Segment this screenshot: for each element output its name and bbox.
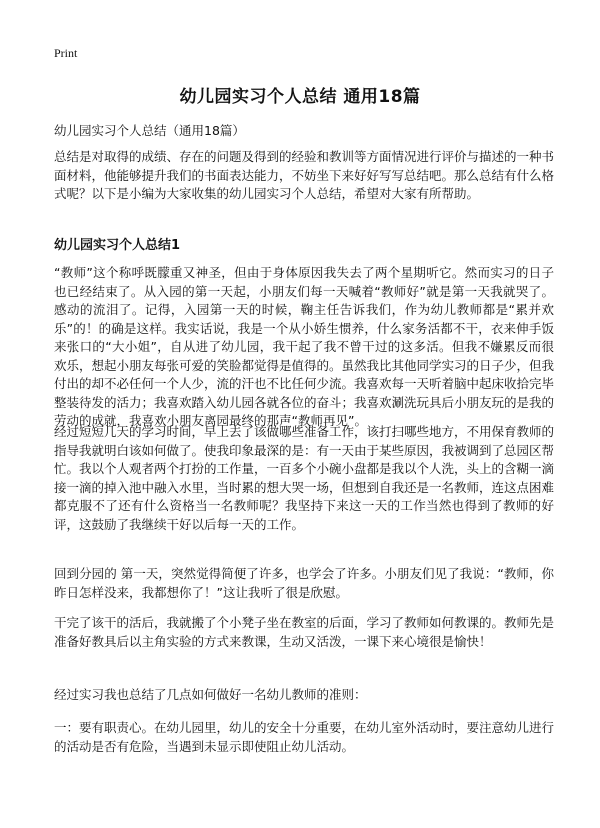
section-heading: 幼儿园实习个人总结1 xyxy=(54,238,181,253)
intro-paragraph: 总结是对取得的成绩、存在的问题及得到的经验和教训等方面情况进行评价与描述的一种书面材料，他能够提升我们的书面表达能力，不妨坐下来好好写写总结吧。那么总结有什么格式呢？以下是小编为大家收集的幼儿园实习个人总结，希望对大家有所帮助。 xyxy=(54,149,555,201)
page-title: 幼儿园实习个人总结 通用18篇 xyxy=(179,87,421,107)
print-link[interactable]: Print xyxy=(54,46,78,60)
body-paragraph: 干完了该干的活后，我就搬了个小凳子坐在教室的后面，学习了教师如何教课的。教师先是准备好教具后以主角实验的方式来教课，生动又活泼，一课下来心境很是愉快！ xyxy=(54,615,555,649)
body-paragraph: 一：要有职责心。在幼儿园里，幼儿的安全十分重要，在幼儿室外活动时，要注意幼儿进行的活动是否有危险，当遇到未显示即使阻止幼儿活动。 xyxy=(54,720,555,754)
body-paragraph: 回到分园的 第一天，突然觉得简便了许多，也学会了许多。小朋友们见了我说：“教师，你昨日怎样没来，我都想你了！”这让我听了很是欣慰。 xyxy=(54,566,554,600)
body-paragraph: 经过实习我也总结了几点如何做好一名幼儿教师的准则： xyxy=(54,687,367,702)
subtitle: 幼儿园实习个人总结（通用18篇） xyxy=(54,123,245,138)
body-paragraph: “教师”这个称呼既朦重又神圣，但由于身体原因我失去了两个星期听它。然而实习的日子也已经结束了。从入园的第一天起，小朋友们每一天喊着“教师好”就是第一天我就哭了。感动的流泪了。记得，入园第一天的时候，鞠主任告诉我们，作为幼儿教师都是“累并欢乐”的！的确是这样。我实话说，我是一个从小娇生惯养，什么家务活都不干，衣来伸手饭来张口的“大小姐”，自从进了幼儿园，我干起了我不曾干过的这多活。但我不嫌累反而很欢乐，想起小朋友每张可爱的笑脸都觉得是值得的。虽然我比其他同学实习的日子少，但我付出的却不必任何一个人少，流的汗也不比任何少流。我喜欢每一天听着脑中起床收拾完毕整装待发的活力；我喜欢踏入幼儿园各就各位的奋斗；我喜欢涮洗玩具后小朋友玩的是我的劳动的成就，我喜欢小朋友离园最终的那声“教师再见”。 xyxy=(54,265,555,428)
body-paragraph: 经过短短几天的学习时间，早上去了该做哪些准备工作，该打扫哪些地方，不用保育教师的指导我就明白该如何做了。使我印象最深的是：有一天由于某些原因，我被调到了总园区帮忙。我以个人观者两个打扮的工作量，一百多个小碗小盘都是我以个人洗，头上的含糊一滴接一滴的掉入池中融入水里，当时累的想大哭一场，但想到自我还是一名教师，连这点困难都克服不了还有什么资格当一名教师呢？我坚持下来这一天的工作当然也得到了教师的好评，这鼓励了我继续干好以后每一天的工作。 xyxy=(54,424,555,532)
